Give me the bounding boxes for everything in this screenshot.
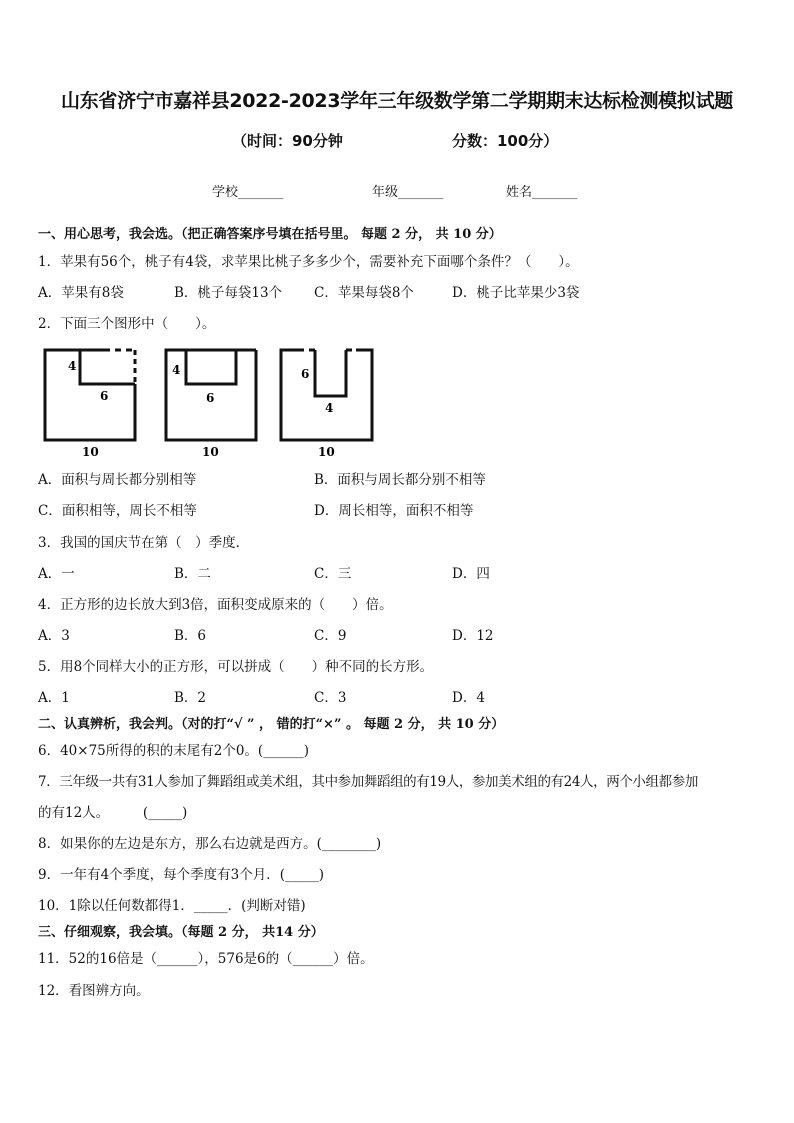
q1-option-b: B．桃子每袋13个: [174, 285, 283, 301]
time-label: （时间：90分钟: [232, 132, 343, 150]
fig2-inner-label: 6: [206, 391, 215, 405]
question-6: 6．40×75所得的积的末尾有2个0。(______): [38, 743, 309, 759]
figure-1: [45, 350, 135, 459]
q4-option-c: C．9: [314, 628, 347, 644]
question-3: 3．我国的国庆节在第（ ）季度．: [38, 535, 250, 551]
name-field: 姓名_______: [506, 185, 578, 200]
q3-option-c: C．三: [314, 566, 352, 582]
question-9: 9．一年有4个季度，每个季度有3个月．(_____): [38, 867, 325, 883]
q1-option-d: D．桃子比苹果少3袋: [452, 285, 580, 301]
fig3-side-label: 6: [301, 367, 310, 381]
q2-option-c: C．面积相等，周长不相等: [38, 503, 197, 519]
figure-3: [281, 350, 372, 459]
question-1: 1．苹果有56个，桃子有4袋，求苹果比桃子多多少个，需要补充下面哪个条件？（ ）。: [38, 254, 579, 270]
question-10: 10．1除以任何数都得1．_____．(判断对错): [38, 898, 306, 914]
q3-option-a: A．一: [38, 566, 75, 582]
question-2: 2．下面三个图形中（ ）。: [38, 316, 216, 332]
score-label: 分数：100分）: [452, 132, 559, 150]
section2-heading: 二、认真辨析，我会判。（对的打“√ ” ， 错的打“×” 。 每题 2 分， 共 10 分）: [38, 717, 505, 732]
q5-option-b: B．2: [174, 690, 207, 706]
q2-option-d: D．周长相等，面积不相等: [314, 503, 474, 519]
q4-option-b: B．6: [174, 628, 207, 644]
q3-option-b: B．二: [174, 566, 211, 582]
q4-option-a: A．3: [38, 628, 70, 644]
q5-option-c: C．3: [314, 690, 347, 706]
question-8: 8．如果你的左边是东方，那么右边就是西方。(________): [38, 836, 382, 852]
section3-heading: 三、仔细观察，我会填。（每题 2 分， 共14 分）: [38, 925, 324, 940]
fig3-inner-label: 4: [325, 401, 334, 415]
question-7-line1: 7．三年级一共有31人参加了舞蹈组或美术组，其中参加舞蹈组的有19人，参加美术组的有24人，两个小组都参加: [38, 774, 698, 790]
figure-2: [166, 350, 256, 459]
q5-option-a: A．1: [38, 690, 70, 706]
q2-option-b: B．面积与周长都分别不相等: [314, 472, 486, 488]
question-12: 12．看图辨方向。: [38, 983, 150, 999]
q3-option-d: D．四: [452, 566, 490, 582]
school-field: 学校_______: [212, 185, 284, 200]
q4-option-d: D．12: [452, 628, 494, 644]
fig3-base-label: 10: [318, 445, 335, 459]
page-title: 山东省济宁市嘉祥县2022-2023学年三年级数学第二学期期末达标检测模拟试题: [61, 90, 733, 112]
question-11: 11．52的16倍是（______），576是6的（______）倍。: [38, 951, 374, 967]
fig2-side-label: 4: [172, 363, 181, 377]
question-5: 5．用8个同样大小的正方形，可以拼成（ ）种不同的长方形。: [38, 659, 434, 675]
q1-option-a: A．苹果有8袋: [38, 285, 124, 301]
section1-heading: 一、用心思考，我会选。（把正确答案序号填在括号里。 每题 2 分， 共 10 分）: [38, 227, 502, 242]
fig2-base-label: 10: [202, 445, 219, 459]
q5-option-d: D．4: [452, 690, 485, 706]
question-7-line2: 的有12人。 (_____): [38, 805, 188, 821]
grade-field: 年级_______: [372, 185, 444, 200]
q2-option-a: A．面积与周长都分别相等: [38, 472, 197, 488]
q1-option-c: C．苹果每袋8个: [314, 285, 414, 301]
q2-figures: [30, 340, 390, 464]
fig1-base-label: 10: [82, 445, 99, 459]
question-4: 4．正方形的边长放大到3倍，面积变成原来的（ ）倍。: [38, 597, 393, 613]
fig1-inner-label: 6: [100, 389, 109, 403]
fig1-side-label: 4: [68, 359, 77, 373]
